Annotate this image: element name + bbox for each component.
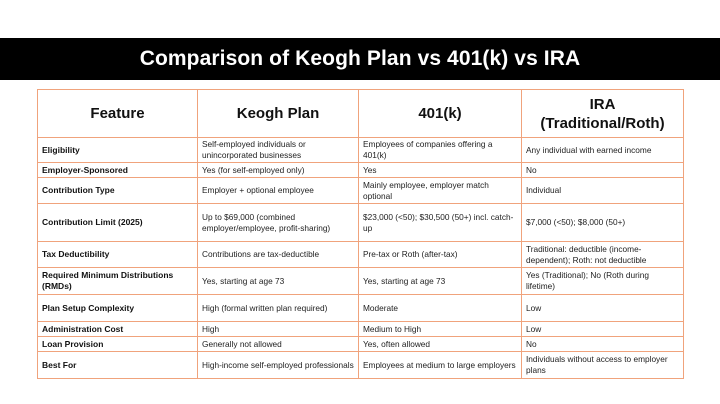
keogh-cell: Yes, starting at age 73 — [198, 268, 359, 295]
keogh-cell: Self-employed individuals or unincorporated businesses — [198, 138, 359, 163]
keogh-cell: Employer + optional employee — [198, 178, 359, 204]
ira-cell: Low — [522, 295, 684, 322]
ira-cell: No — [522, 337, 684, 352]
ira-cell: Individuals without access to employer plans — [522, 352, 684, 379]
header-feature: Feature — [38, 90, 198, 138]
feature-cell: Loan Provision — [38, 337, 198, 352]
keogh-cell: High — [198, 322, 359, 337]
401k-cell: Mainly employee, employer match optional — [359, 178, 522, 204]
header-keogh-plan: Keogh Plan — [198, 90, 359, 138]
table-row — [38, 242, 684, 268]
401k-cell: Employees of companies offering a 401(k) — [359, 138, 522, 163]
feature-cell: Tax Deductibility — [38, 242, 198, 268]
table-row — [38, 204, 684, 242]
feature-cell: Contribution Type — [38, 178, 198, 204]
401k-cell: Yes, often allowed — [359, 337, 522, 352]
ira-cell: $7,000 (<50); $8,000 (50+) — [522, 204, 684, 242]
table-row — [38, 268, 684, 295]
keogh-cell: Generally not allowed — [198, 337, 359, 352]
ira-cell: Low — [522, 322, 684, 337]
header-401k: 401(k) — [359, 90, 522, 138]
table-row — [38, 178, 684, 204]
401k-cell: Moderate — [359, 295, 522, 322]
feature-cell: Required Minimum Distributions (RMDs) — [38, 268, 198, 295]
ira-cell: No — [522, 163, 684, 178]
feature-cell: Best For — [38, 352, 198, 379]
table-header-row — [38, 90, 684, 138]
header-ira: IRA (Traditional/Roth) — [522, 90, 684, 138]
ira-cell: Individual — [522, 178, 684, 204]
comparison-table-container — [37, 89, 683, 379]
feature-cell: Employer-Sponsored — [38, 163, 198, 178]
keogh-cell: Yes (for self-employed only) — [198, 163, 359, 178]
keogh-cell: High (formal written plan required) — [198, 295, 359, 322]
401k-cell: Medium to High — [359, 322, 522, 337]
title-bar — [0, 38, 720, 80]
keogh-cell: High-income self-employed professionals — [198, 352, 359, 379]
401k-cell: Pre-tax or Roth (after-tax) — [359, 242, 522, 268]
ira-cell: Yes (Traditional); No (Roth during lifetime) — [522, 268, 684, 295]
table-row — [38, 163, 684, 178]
feature-cell: Eligibility — [38, 138, 198, 163]
ira-cell: Any individual with earned income — [522, 138, 684, 163]
comparison-table — [37, 89, 684, 379]
401k-cell: $23,000 (<50); $30,500 (50+) incl. catch-up — [359, 204, 522, 242]
table-row — [38, 322, 684, 337]
ira-cell: Traditional: deductible (income-dependent); Roth: not deductible — [522, 242, 684, 268]
feature-cell: Plan Setup Complexity — [38, 295, 198, 322]
401k-cell: Yes, starting at age 73 — [359, 268, 522, 295]
401k-cell: Employees at medium to large employers — [359, 352, 522, 379]
page-title: Comparison of Keogh Plan vs 401(k) vs IRA — [139, 47, 581, 70]
table-row — [38, 295, 684, 322]
keogh-cell: Up to $69,000 (combined employer/employee, profit-sharing) — [198, 204, 359, 242]
feature-cell: Administration Cost — [38, 322, 198, 337]
feature-cell: Contribution Limit (2025) — [38, 204, 198, 242]
table-row — [38, 138, 684, 163]
table-row — [38, 352, 684, 379]
401k-cell: Yes — [359, 163, 522, 178]
keogh-cell: Contributions are tax-deductible — [198, 242, 359, 268]
table-row — [38, 337, 684, 352]
